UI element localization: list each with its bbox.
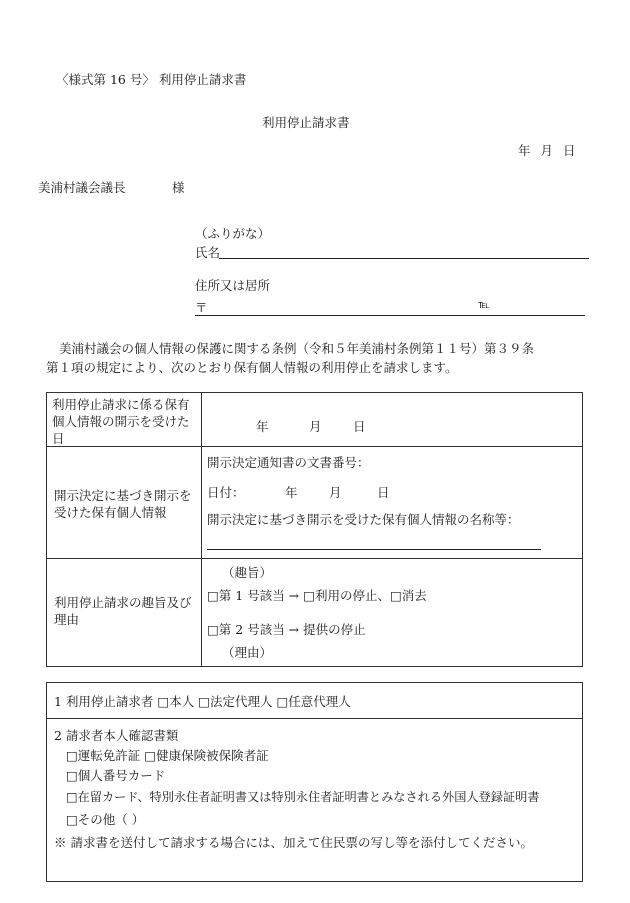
doc-number-label: 開示決定通知書の文書番号：	[207, 455, 370, 470]
row1-date-day: 日	[353, 419, 366, 434]
purpose-option-1[interactable]: □第 1 号該当 → □利用の停止、□消去	[207, 588, 427, 603]
date-line: 年 月 日	[518, 143, 576, 158]
row1-date-month: 月	[309, 419, 322, 434]
attachment-note: ※ 請求書を送付して請求する場合には、加えて住民票の写し等を添付してください。	[54, 835, 533, 850]
id-docs-title: 2 請求者本人確認書類	[54, 728, 179, 743]
requester-type-line[interactable]: 1 利用停止請求者 □本人 □法定代理人 □任意代理人	[54, 694, 351, 709]
row3-label: 利用停止請求の趣旨及び理由	[54, 595, 192, 627]
addressee-honorific: 様	[172, 180, 185, 195]
name-label: 氏名	[195, 245, 221, 260]
info-name-label: 開示決定に基づき開示を受けた保有個人情報の名称等：	[207, 512, 520, 527]
row2-date-day: 日	[377, 485, 390, 500]
postal-mark: 〒	[195, 300, 208, 315]
purpose-option-2[interactable]: □第 2 号該当 → 提供の停止	[207, 622, 366, 637]
address-label: 住所又は居所	[195, 278, 271, 293]
info-name-field[interactable]	[207, 549, 541, 550]
requester-box-divider	[46, 718, 583, 719]
addressee: 美浦村議会議長	[38, 180, 126, 195]
table-column-divider	[201, 392, 202, 667]
furigana-label: （ふりがな）	[195, 226, 271, 241]
form-number: 〈様式第 16 号〉 利用停止請求書	[56, 72, 247, 87]
reason-label: （理由）	[222, 645, 273, 660]
name-field[interactable]	[219, 258, 589, 259]
intro-line-2: 第１項の規定により、次のとおり保有個人情報の利用停止を請求します。	[46, 360, 458, 375]
address-field[interactable]	[195, 315, 585, 316]
id-docs-line-1[interactable]: □運転免許証 □健康保険被保険者証	[66, 748, 269, 763]
id-docs-line-2[interactable]: □個人番号カード	[66, 768, 166, 783]
id-docs-line-4[interactable]: □その他（ ）	[66, 812, 145, 827]
tel-mark: ℡	[478, 298, 490, 311]
table-row-divider-2	[46, 558, 583, 559]
row1-date-year: 年	[256, 419, 269, 434]
row2-date-year: 年	[285, 485, 298, 500]
row2-label: 開示決定に基づき開示を受けた保有個人情報	[54, 488, 192, 520]
page-title: 利用停止請求書	[262, 115, 350, 130]
row1-label: 利用停止請求に係る保有個人情報の開示を受けた日	[52, 397, 190, 446]
id-docs-line-3[interactable]: □在留カード、特別永住者証明書又は特別永住者証明書とみなされる外国人登録証明書	[66, 790, 540, 804]
intro-line-1: 美浦村議会の個人情報の保護に関する条例（令和５年美浦村条例第１１号）第３９条	[59, 341, 535, 356]
purpose-label: （趣旨）	[222, 565, 273, 580]
row2-date-label: 日付：	[207, 485, 245, 500]
row2-date-month: 月	[329, 485, 342, 500]
